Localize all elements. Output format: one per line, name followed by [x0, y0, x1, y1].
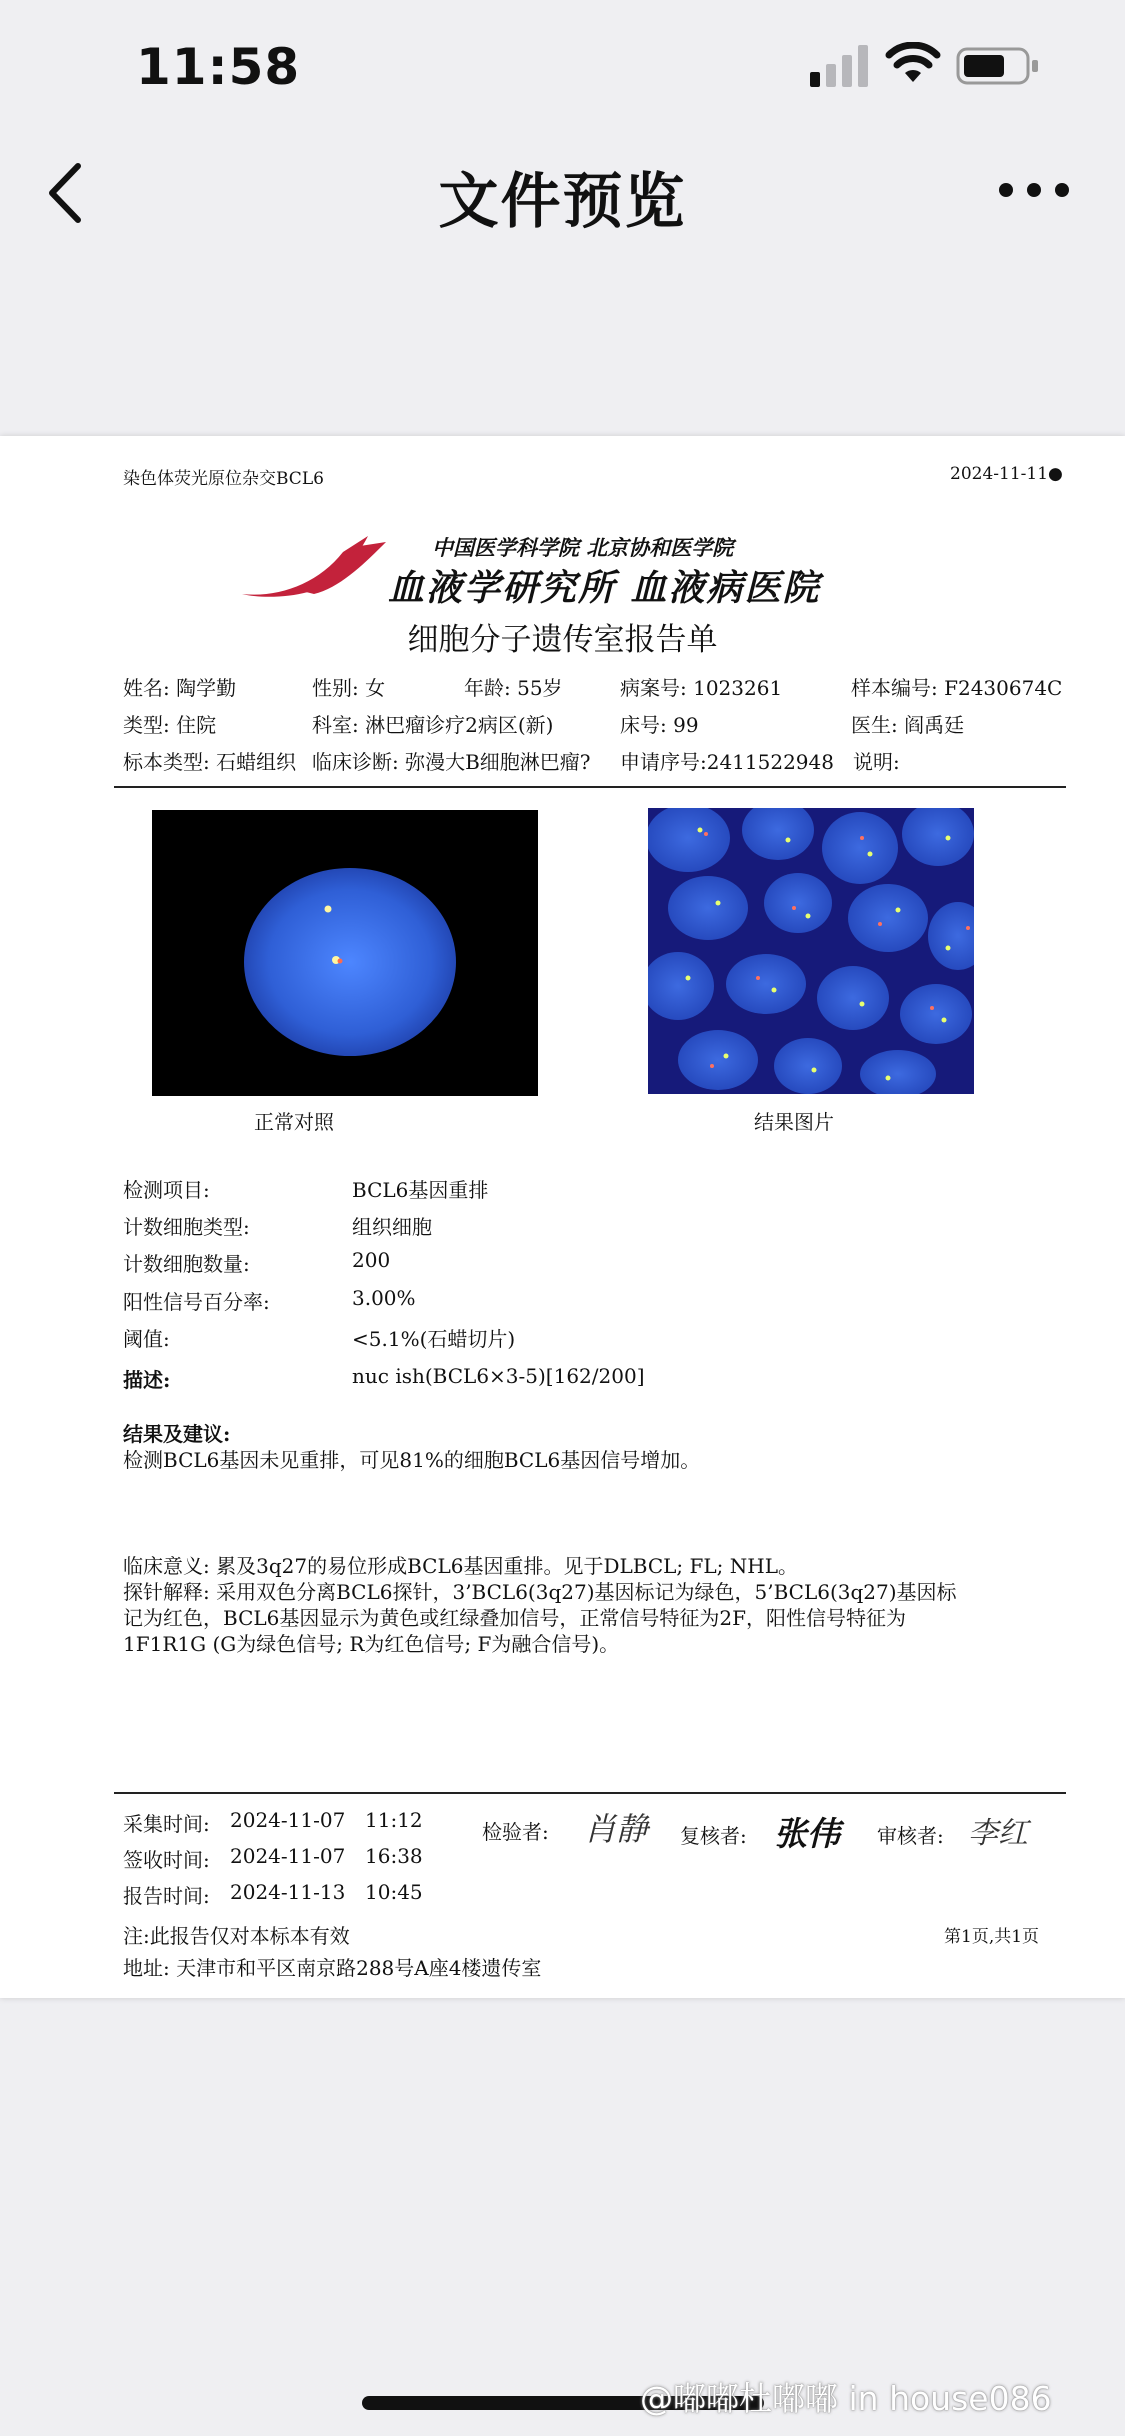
auditor-label: 审核者: — [877, 1824, 944, 1848]
lab-address: 地址: 天津市和平区南京路288号A座4楼遗传室 — [123, 1956, 542, 1980]
field-value: 200 — [352, 1248, 391, 1272]
request-number: 申请序号:2411522948 — [620, 750, 834, 774]
clinical-line: 记为红色，BCL6基因显示为黄色或红绿叠加信号，正常信号特征为2F，阳性信号特征为 — [123, 1606, 906, 1630]
document-page[interactable] — [0, 436, 1125, 1998]
field-label: 计数细胞数量: — [123, 1252, 250, 1276]
case-number: 病案号: 1023261 — [620, 676, 783, 700]
nav-bar — [0, 130, 1125, 250]
page-indicator: 第1页,共1页 — [944, 1927, 1040, 1947]
clinical-line: 探针解释: 采用双色分离BCL6探针，3’BCL6(3q27)基因标记为绿色，5’BCL6(3q27)基因标 — [123, 1580, 957, 1604]
report-header-left: 染色体荧光原位杂交BCL6 — [123, 469, 324, 489]
institution-line-1: 中国医学科学院 北京协和医学院 — [432, 535, 734, 560]
page-title: 文件预览 — [438, 167, 687, 237]
bed-number: 床号: 99 — [620, 713, 699, 737]
field-value: BCL6基因重排 — [352, 1178, 489, 1202]
field-label: 阳性信号百分率: — [123, 1290, 270, 1314]
patient-sex: 性别: 女 — [312, 676, 386, 700]
result-image-caption: 结果图片 — [754, 1110, 834, 1134]
report-header-right: 2024-11-11● — [950, 464, 1063, 484]
report-date: 2024-11-13 — [230, 1880, 346, 1904]
department: 科室: 淋巴瘤诊疗2病区(新) — [312, 713, 554, 737]
clinical-line: 临床意义: 累及3q27的易位形成BCL6基因重排。见于DLBCL; FL; NHL。 — [123, 1554, 798, 1578]
field-value: nuc ish(BCL6×3-5)[162/200] — [352, 1364, 645, 1388]
control-image-caption: 正常对照 — [254, 1110, 334, 1134]
collect-time: 11:12 — [365, 1808, 423, 1832]
control-image — [152, 810, 538, 1096]
receive-time: 16:38 — [365, 1844, 423, 1868]
divider — [114, 786, 1066, 788]
wifi-icon — [885, 42, 941, 86]
field-label: 检测项目: — [123, 1178, 210, 1202]
clinical-line: 1F1R1G (G为绿色信号; R为红色信号; F为融合信号)。 — [123, 1632, 620, 1656]
battery-icon — [956, 47, 1040, 85]
conclusion-text: 检测BCL6基因未见重排，可见81%的细胞BCL6基因信号增加。 — [123, 1448, 701, 1472]
patient-age: 年龄: 55岁 — [464, 676, 563, 700]
conclusion-label: 结果及建议: — [123, 1422, 231, 1446]
status-bar — [0, 0, 1125, 130]
field-value: 组织细胞 — [352, 1215, 432, 1239]
field-label: 计数细胞类型: — [123, 1215, 250, 1239]
field-value: <5.1%(石蜡切片) — [352, 1327, 516, 1351]
field-label: 阈值: — [123, 1327, 170, 1351]
result-image — [648, 808, 974, 1094]
note-label: 说明: — [853, 750, 900, 774]
divider — [114, 1792, 1066, 1794]
receive-time-label: 签收时间: — [123, 1848, 210, 1872]
patient-name: 姓名: 陶学勤 — [123, 676, 237, 700]
receive-date: 2024-11-07 — [230, 1844, 346, 1868]
field-label: 描述: — [123, 1368, 171, 1392]
specimen-type: 标本类型: 石蜡组织 — [123, 750, 297, 774]
cellular-signal-icon — [810, 45, 870, 87]
footer-note: 注:此报告仅对本标本有效 — [123, 1924, 350, 1948]
collect-date: 2024-11-07 — [230, 1808, 346, 1832]
tester-signature: 肖静 — [584, 1810, 649, 1848]
report-time: 10:45 — [365, 1880, 423, 1904]
institution-line-2: 血液学研究所 血液病医院 — [388, 567, 821, 609]
auditor-signature: 李红 — [968, 1816, 1028, 1851]
clinical-diagnosis: 临床诊断: 弥漫大B细胞淋巴瘤? — [312, 750, 591, 774]
sample-number: 样本编号: F2430674C — [851, 676, 1063, 700]
doctor: 医生: 阎禹廷 — [851, 713, 965, 737]
reviewer-signature: 张伟 — [774, 1814, 840, 1853]
collect-time-label: 采集时间: — [123, 1812, 210, 1836]
more-button[interactable] — [996, 170, 1072, 210]
more-horizontal-icon — [996, 170, 1072, 210]
field-value: 3.00% — [352, 1286, 416, 1310]
tester-label: 检验者: — [482, 1820, 549, 1844]
report-time-label: 报告时间: — [123, 1884, 210, 1908]
reviewer-label: 复核者: — [680, 1824, 747, 1848]
patient-type: 类型: 住院 — [123, 713, 217, 737]
hospital-logo — [238, 532, 388, 602]
report-title: 细胞分子遗传室报告单 — [407, 622, 718, 658]
watermark: @嘟嘟杜嘟嘟 in house086 — [640, 2379, 1052, 2418]
status-time: 11:58 — [136, 38, 301, 96]
